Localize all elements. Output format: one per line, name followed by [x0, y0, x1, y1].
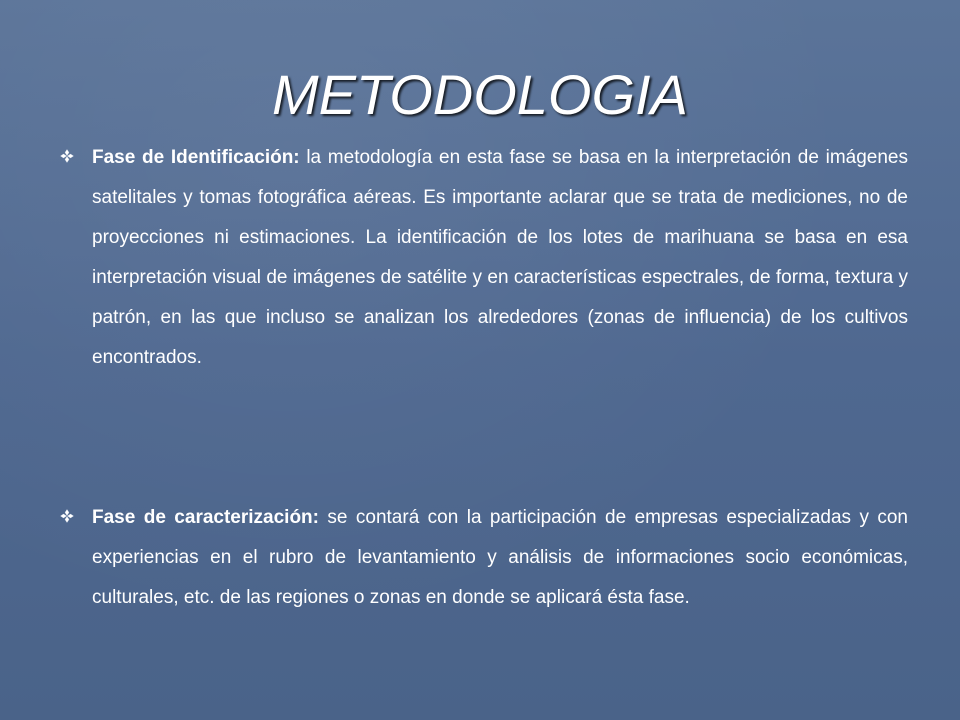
bullet-lead: Fase de Identificación:: [92, 147, 300, 168]
four-diamond-bullet-icon: [60, 498, 92, 618]
bullet-text: [92, 138, 908, 378]
bullet-body: se contará con la participación de empresas especializadas y con experiencias en el rubro de levantamiento y análisis de informaciones socio económicas, culturales, etc. de las regiones o zonas en donde se aplicará ésta fase.: [92, 507, 908, 608]
bullet-item: [60, 138, 908, 378]
bullet-body: la metodología en esta fase se basa en la interpretación de imágenes satelitales y tomas fotográfica aéreas. Es importante aclarar que se trata de mediciones, no de proyecciones ni estimaciones. La identificación de los lotes de marihuana se basa en esa interpretación visual de imágenes de satélite y en características espectrales, de forma, textura y patrón, en las que incluso se analizan los alrededores (zonas de influencia) de los cultivos encontrados.: [92, 147, 908, 368]
four-diamond-bullet-icon: [60, 138, 92, 378]
slide-title: METODOLOGIA: [272, 63, 688, 126]
bullet-lead: Fase de caracterización:: [92, 507, 319, 528]
bullet-item: [60, 498, 908, 618]
bullet-text: [92, 498, 908, 618]
